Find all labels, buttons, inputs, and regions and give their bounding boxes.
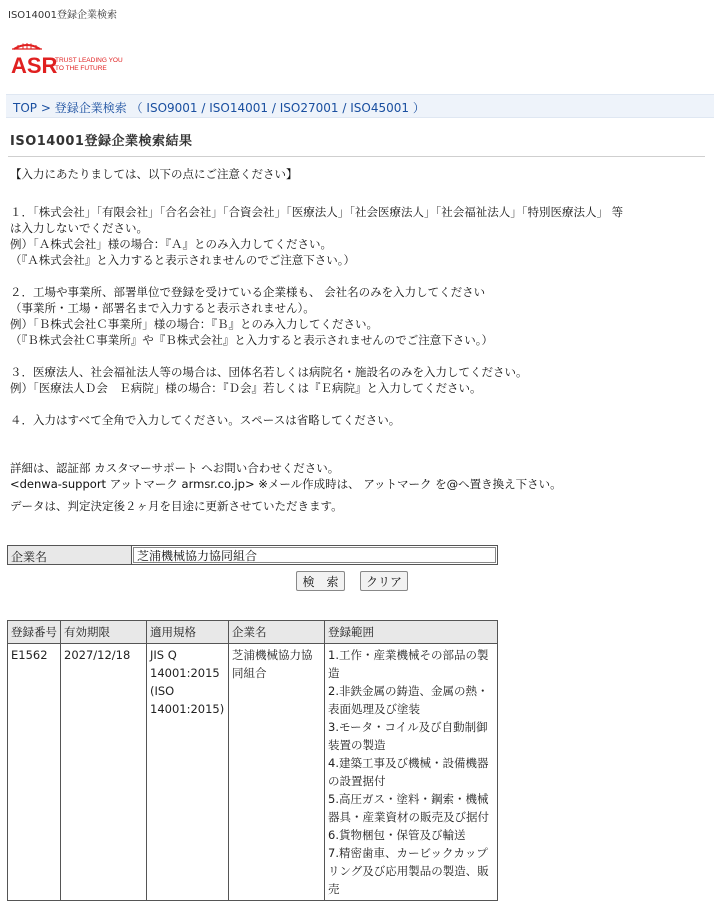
scope-line: 表面処理及び塗装 [328, 702, 420, 716]
standard-line2: 14001:2015 [150, 666, 220, 680]
scope-line: 1.工作・産業機械その部品の製 [328, 648, 489, 662]
company-name-label: 企業名 [8, 546, 132, 564]
scope-line: の設置据付 [328, 774, 386, 788]
breadcrumb-top-link[interactable]: TOP [13, 101, 38, 115]
contact-line1: 詳細は、認証部 カスタマーサポート へお問い合わせください。 [10, 461, 340, 475]
company-line1: 芝浦機械協力協 [232, 648, 313, 662]
notice-item3-line2: 例）「医療法人Ｄ会 Ｅ病院」様の場合：『Ｄ会』若しくは『Ｅ病院』と入力してください。 [10, 381, 482, 395]
window-title: ISO14001登録企業検索 [8, 10, 117, 21]
breadcrumb-close-paren: ） [412, 101, 425, 115]
notice-item1-line2: は入力しないでください。 [10, 221, 148, 235]
scope-line: 5.高圧ガス・塗料・鋼索・機械 [328, 792, 489, 806]
scope-line: 7.精密歯車、カービックカップ [328, 846, 488, 860]
search-button[interactable]: 検 索 [296, 571, 345, 591]
breadcrumb-slash-3: / [342, 101, 347, 115]
header-expiry: 有効期限 [61, 621, 147, 644]
breadcrumb [6, 94, 714, 118]
scope-line: リング及び応用製品の製造、販 [328, 864, 489, 878]
scope-line: 器具・産業資材の販売及び据付 [328, 810, 489, 824]
breadcrumb-iso14001-link[interactable]: ISO14001 [209, 101, 269, 115]
standard-line4: 14001:2015) [150, 702, 225, 716]
cell-standard [147, 644, 229, 901]
logo-tagline-1: TRUST LEADING YOU [55, 57, 123, 64]
breadcrumb-open-paren: （ [130, 101, 143, 115]
contact-line2: <denwa-support アットマーク armsr.co.jp> ※メール作成時は、 アットマーク を@へ置き換え下さい。 [10, 477, 562, 491]
logo-brand: ASR [11, 53, 58, 78]
search-form [7, 545, 498, 565]
notice-item3-line1: ３．医療法人、社会福祉法人等の場合は、団体名若しくは病院名・施設名のみを入力してください。 [10, 365, 528, 379]
notice-item2-line4: （『Ｂ株式会社Ｃ事業所』や『Ｂ株式会社』と入力すると表示されませんのでご注意下さい。） [10, 333, 493, 347]
scope-line: 3.モータ・コイル及び自動制御 [328, 720, 488, 734]
notice-item2-line3: 例）「Ｂ株式会社Ｃ事業所」様の場合：『Ｂ』とのみ入力してください。 [10, 317, 378, 331]
header-scope: 登録範囲 [325, 621, 498, 644]
cell-scope [325, 644, 498, 901]
breadcrumb-iso27001-link[interactable]: ISO27001 [279, 101, 339, 115]
breadcrumb-registered-search-link[interactable]: 登録企業検索 [54, 101, 127, 115]
scope-line: 4.建築工事及び機械・設備機器 [328, 756, 489, 770]
breadcrumb-arrow: > [40, 101, 51, 115]
cell-expiry: 2027/12/18 [61, 644, 147, 901]
title-divider [8, 156, 705, 157]
notice-item1-line4: （『Ａ株式会社』と入力すると表示されませんのでご注意下さい。） [10, 253, 355, 267]
notice-section [10, 166, 710, 514]
notice-item1-line1: １．「株式会社」「有限会社」「合名会社」「合資会社」「医療法人」「社会医療法人」「社会福祉法人」「特別医療法人」 等 [10, 205, 624, 219]
breadcrumb-iso9001-link[interactable]: ISO9001 [146, 101, 198, 115]
company-line2: 同組合 [232, 666, 267, 680]
scope-line: 6.貨物梱包・保管及び輸送 [328, 828, 466, 842]
asr-logo-mark [10, 40, 150, 80]
scope-line: 造 [328, 666, 340, 680]
standard-line3: (ISO [150, 684, 175, 698]
update-note: データは、判定決定後２ヶ月を目途に更新させていただきます。 [10, 499, 343, 513]
scope-line: 2.非鉄金属の鋳造、金属の熱・ [328, 684, 489, 698]
results-table [7, 620, 498, 901]
page-title: ISO14001登録企業検索結果 [10, 134, 193, 149]
header-company: 企業名 [229, 621, 325, 644]
logo-tagline-2: TO THE FUTURE [55, 65, 107, 72]
notice-item2-line2: （事業所・工場・部署名まで入力すると表示されません）。 [10, 301, 315, 315]
scope-line: 売 [328, 882, 340, 896]
clear-button[interactable]: クリア [360, 571, 408, 591]
standard-line1: JIS Q [150, 648, 177, 662]
table-header-row [8, 621, 498, 644]
notice-item2-line1: ２．工場や事業所、部署単位で登録を受けている企業様も、 会社名のみを入力してください [10, 285, 486, 299]
header-reg-no: 登録番号 [8, 621, 61, 644]
table-row [8, 644, 498, 901]
notice-item1-line3: 例）「Ａ株式会社」様の場合：『Ａ』とのみ入力してください。 [10, 237, 332, 251]
breadcrumb-slash-1: / [201, 101, 206, 115]
cell-company [229, 644, 325, 901]
asr-logo[interactable] [10, 40, 150, 80]
cell-reg-no: E1562 [8, 644, 61, 901]
scope-line: 装置の製造 [328, 738, 386, 752]
breadcrumb-iso45001-link[interactable]: ISO45001 [350, 101, 410, 115]
company-name-input[interactable] [133, 547, 496, 563]
notice-heading: 【入力にあたりましては、以下の点にご注意ください】 [10, 167, 298, 181]
notice-item4-line1: ４．入力はすべて全角で入力してください。スペースは省略してください。 [10, 413, 401, 427]
breadcrumb-slash-2: / [271, 101, 276, 115]
header-standard: 適用規格 [147, 621, 229, 644]
